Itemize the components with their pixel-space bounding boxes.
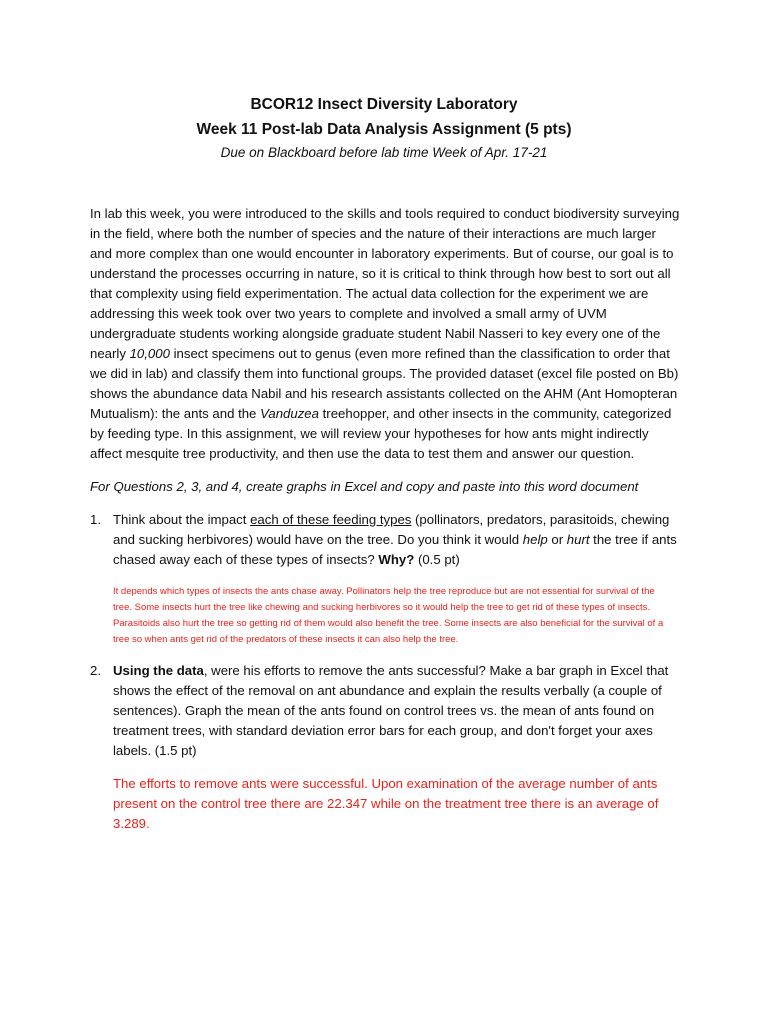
hurt-emphasis: hurt [566,532,590,547]
why-emphasis: Why? [378,552,415,567]
due-date: Due on Blackboard before lab time Week of Apr. 17-21 [220,145,548,160]
intro-text-part3: treehopper, and other insects in the community, categorized by feeding type. In this assignment, we will review your hypotheses for how ants might indirectly affect mesquite tree productivity, and then use the data to test them and answer our question. [90,406,672,461]
answer-2: The efforts to remove ants were successful. Upon examination of the average number of ants present on the control tree there are 22.347 while on the treatment tree there is an average of 3.289. [113,776,659,831]
question-2-text: Using the data, were his efforts to remove the ants successful? Make a bar graph in Excel that shows the effect of the removal on ant abundance and explain the results verbally (a couple of sentences). Graph the mean of the ants found on control trees vs. the mean of ants found on treatment trees, with standard deviation error bars for each group, and don't forget your axes labels. (1.5 pt) [113,663,669,758]
using-the-data-bold: Using the data [113,663,204,678]
question-1 [90,510,680,570]
help-emphasis: help [522,532,548,547]
question-2-number: 2. [90,663,101,678]
intro-text-part1: In lab this week, you were introduced to the skills and tools required to conduct biodiversity surveying in the field, where both the number of species and the nature of their interactions are much larger and more complex than one would encounter in laboratory experiments. But of course, our goal is to understand the processes occurring in nature, so it is critical to think through how best to sort out all that complexity using field experimentation. The actual data collection for the experiment we are addressing this week took over two years to complete and involved a small army of UVM undergraduate students working alongside graduate student Nabil Nasseri to key every one of the nearly [90,206,680,361]
question-2 [90,661,680,761]
graph-instruction: For Questions 2, 3, and 4, create graphs in Excel and copy and paste into this word document [90,479,639,494]
question-1-points: (0.5 pt) [414,552,460,567]
feeding-types-underlined: each of these feeding types [250,512,412,527]
assignment-title: Week 11 Post-lab Data Analysis Assignment (5 pts) [196,121,572,138]
answer-1: It depends which types of insects the ants chase away. Pollinators help the tree reproduce but are not essential for survival of the tree. Some insects hurt the tree like chewing and sucking herbivores so it would help the tree to get rid of these types of insects. Parasitoids also hurt the tree so getting rid of them would also benefit the tree. Some insects are also beneficial for the survival of a tree so when ants get rid of the predators of these insects it can also help the tree. [113,586,664,645]
course-title: BCOR12 Insect Diversity Laboratory [250,96,518,113]
question-1-text: Think about the impact each of these feeding types (pollinators, predators, parasitoids, chewing and sucking herbivores) would have on the tree. Do you think it would help or hurt the tree if ants chased away each of these types of insects? Why? (0.5 pt) [113,512,677,567]
intro-specimen-count: 10,000 [129,346,170,361]
intro-genus-name: Vanduzea [260,406,319,421]
title-block [0,92,768,164]
intro-text-part2: insect specimens out to genus (even more refined than the classification to order that we did in lab) and classify them into functional groups. The provided dataset (excel file posted on Bb) shows the abundance data Nabil and his research assistants collected on the AHM (Ant Homopteran Mutualism): the ants and the [90,346,679,421]
intro-paragraph [90,204,680,464]
question-1-number: 1. [90,512,101,527]
